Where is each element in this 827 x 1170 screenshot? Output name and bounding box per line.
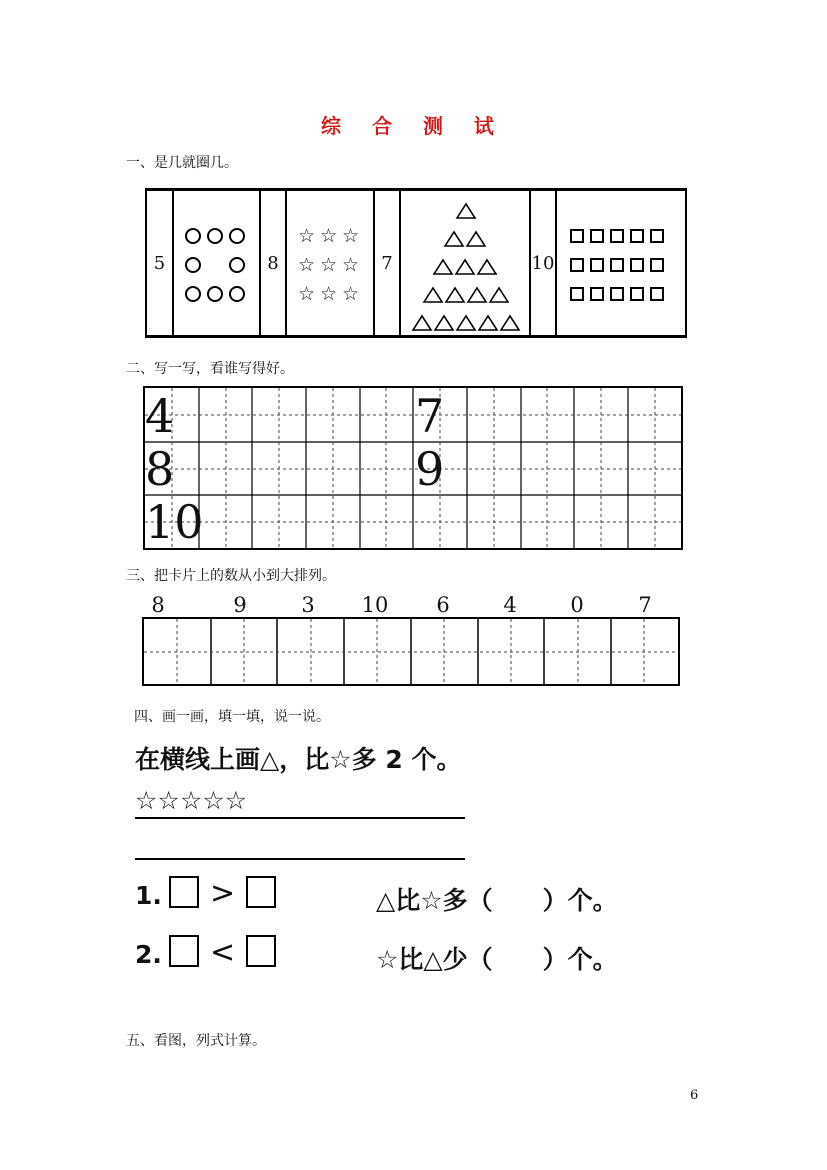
square-icon xyxy=(630,258,644,272)
writing-grid[interactable] xyxy=(143,386,683,550)
model-digit: 4 xyxy=(145,389,175,443)
section-2-heading: 二、写一写，看谁写得好。 xyxy=(126,361,294,377)
triangle-icon xyxy=(501,316,519,330)
triangle-icon xyxy=(468,288,486,302)
answer-box[interactable] xyxy=(246,935,276,967)
circle-icon xyxy=(185,228,201,244)
square-icon xyxy=(630,229,644,243)
model-digit: 10 xyxy=(145,495,204,549)
number-card: 0 xyxy=(570,593,584,617)
count-number: 10 xyxy=(531,252,555,274)
triangle-icon xyxy=(446,288,464,302)
ordering-grid[interactable] xyxy=(142,617,680,686)
triangle-icon xyxy=(479,316,497,330)
circle-icon xyxy=(185,286,201,302)
number-card: 6 xyxy=(436,593,450,617)
star-icon: ☆ xyxy=(342,225,360,247)
star-icon: ☆ xyxy=(298,283,316,305)
answer-box[interactable] xyxy=(246,876,276,908)
circle-icon xyxy=(229,257,245,273)
question-number: 1. xyxy=(135,881,162,910)
square-icon xyxy=(610,287,624,301)
square-icon xyxy=(650,287,664,301)
count-number: 8 xyxy=(267,252,279,274)
square-icon xyxy=(570,229,584,243)
triangle-icon xyxy=(490,288,508,302)
triangle-icon xyxy=(467,232,485,246)
circle-icon xyxy=(229,286,245,302)
model-digit: 9 xyxy=(415,442,445,496)
number-card: 8 xyxy=(151,593,165,617)
count-number: 7 xyxy=(381,252,393,274)
star-icon: ☆ xyxy=(298,225,316,247)
section-4-heading: 四、画一画，填一填，说一说。 xyxy=(134,709,330,725)
triangle-icon xyxy=(457,316,475,330)
triangle-pyramid xyxy=(409,196,521,336)
square-icon xyxy=(650,229,664,243)
circle-icon xyxy=(207,286,223,302)
star-row: ☆☆☆☆☆ xyxy=(135,786,248,815)
answer-line[interactable] xyxy=(135,817,465,819)
star-icon: ☆ xyxy=(298,254,316,276)
number-card: 4 xyxy=(503,593,517,617)
section-1-heading: 一、是几就圈几。 xyxy=(126,155,238,171)
square-icon xyxy=(590,258,604,272)
square-icon xyxy=(630,287,644,301)
answer-box[interactable] xyxy=(169,876,199,908)
model-digit: 8 xyxy=(145,442,175,496)
triangle-icon xyxy=(435,316,453,330)
triangle-icon xyxy=(456,260,474,274)
page-title: 综 合 测 试 xyxy=(321,114,506,138)
square-icon xyxy=(610,258,624,272)
answer-line[interactable] xyxy=(135,858,465,860)
square-icon xyxy=(650,258,664,272)
triangle-icon xyxy=(434,260,452,274)
instruction-text: 在横线上画△，比☆多 2 个。 xyxy=(135,745,462,774)
circle-icon xyxy=(185,257,201,273)
question-text: ☆比△少（ ）个。 xyxy=(376,945,618,974)
square-icon xyxy=(590,229,604,243)
greater-than-sign: > xyxy=(210,876,236,911)
section-5-heading: 五、看图，列式计算。 xyxy=(126,1033,266,1049)
number-card: 9 xyxy=(233,593,247,617)
triangle-icon xyxy=(445,232,463,246)
number-card: 7 xyxy=(638,593,652,617)
triangle-icon xyxy=(457,204,475,218)
triangle-icon xyxy=(478,260,496,274)
question-number: 2. xyxy=(135,940,162,969)
model-digit: 7 xyxy=(415,389,445,443)
square-icon xyxy=(570,258,584,272)
question-text: △比☆多（ ）个。 xyxy=(376,886,618,915)
circle-icon xyxy=(229,228,245,244)
star-icon: ☆ xyxy=(342,254,360,276)
number-card: 3 xyxy=(301,593,315,617)
star-icon: ☆ xyxy=(320,254,338,276)
number-card: 10 xyxy=(361,593,389,617)
section-3-heading: 三、把卡片上的数从小到大排列。 xyxy=(126,568,336,584)
counting-table xyxy=(145,188,687,338)
star-icon: ☆ xyxy=(342,283,360,305)
less-than-sign: < xyxy=(210,935,236,970)
square-icon xyxy=(590,287,604,301)
square-icon xyxy=(610,229,624,243)
page-number: 6 xyxy=(690,1088,699,1103)
count-number: 5 xyxy=(153,252,166,274)
circle-icon xyxy=(207,228,223,244)
square-icon xyxy=(570,287,584,301)
triangle-icon xyxy=(413,316,431,330)
star-icon: ☆ xyxy=(320,225,338,247)
star-icon: ☆ xyxy=(320,283,338,305)
triangle-icon xyxy=(424,288,442,302)
answer-box[interactable] xyxy=(169,935,199,967)
